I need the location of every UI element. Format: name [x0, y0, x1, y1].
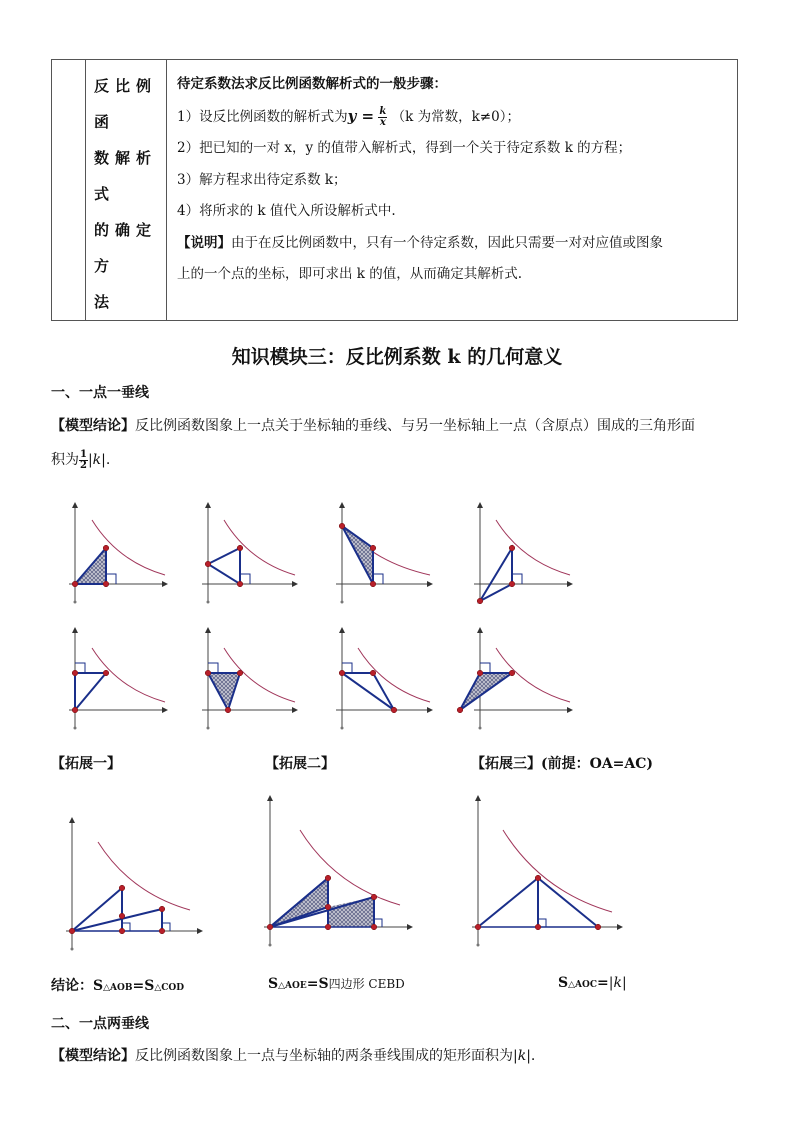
- module-title: 知识模块三：反比例系数 k 的几何意义: [231, 346, 563, 368]
- diagram-7-origin-mark: [341, 727, 344, 730]
- conclusion-3: S△AOC=|k|: [558, 975, 627, 991]
- side-title-line-2: 数解析式: [94, 149, 158, 203]
- extension-1-diagram-curve: [98, 842, 190, 910]
- extension-2-diagram-point-0: [267, 924, 273, 930]
- note: 【说明】由于在反比例函数中，只有一个待定系数，因此只需要一对对应值或图象: [177, 234, 663, 251]
- diagram-5-origin-mark: [74, 727, 77, 730]
- extension-2-diagram-point-3: [371, 894, 377, 900]
- diagram-1-origin-mark: [74, 601, 77, 604]
- extension-1-diagram-point-5: [119, 913, 125, 919]
- extension-3-diagram-point-0: [475, 924, 481, 930]
- steps-heading: 待定系数法求反比例函数解析式的一般步骤：: [177, 76, 447, 92]
- diagram-2-triangle: [208, 548, 240, 584]
- extension-3-diagram-oa: [478, 878, 538, 927]
- diagram-5-point-p: [103, 670, 109, 676]
- side-title-line-3: 的确定方: [94, 221, 158, 275]
- diagram-1-triangle: [75, 548, 106, 584]
- diagram-6-origin-mark: [207, 727, 210, 730]
- diagram-7-point-p: [370, 670, 376, 676]
- conclusion-1: 结论：S△AOB=S△COD: [51, 978, 185, 994]
- note-line-2: 上的一个点的坐标，即可求出 k 的值，从而确定其解析式.: [177, 266, 523, 282]
- diagram-1-point-o: [72, 581, 78, 587]
- extension-3-diagram-point-1: [535, 875, 541, 881]
- diagram-2-point-p: [237, 545, 243, 551]
- diagram-2-curve: [224, 520, 295, 575]
- section2-conclusion: 【模型结论】反比例函数图象上一点与坐标轴的两条垂线围成的矩形面积为|k|.: [51, 1048, 536, 1064]
- extension-1-diagram-point-3: [159, 906, 165, 912]
- diagram-5-curve: [92, 648, 165, 702]
- diagram-5-point-b: [72, 707, 78, 713]
- diagram-2-point-a: [205, 561, 211, 567]
- diagram-7-point-y: [339, 670, 345, 676]
- diagram-4-point-f: [509, 581, 515, 587]
- extension-1-diagram-point-1: [119, 885, 125, 891]
- diagram-3-point-a: [339, 523, 345, 529]
- extension-1-diagram-point-2: [119, 928, 125, 934]
- diagram-6-point-p: [237, 670, 243, 676]
- diagram-4-point-p: [509, 545, 515, 551]
- diagram-8-triangle: [460, 673, 512, 710]
- extension-2-diagram-point-4: [371, 924, 377, 930]
- extension-2-diagram-point-5: [325, 904, 331, 910]
- diagram-1-point-p: [103, 545, 109, 551]
- diagram-1-point-f: [103, 581, 109, 587]
- extension-1-diagram-origin-mark: [71, 948, 74, 951]
- diagram-3-origin-mark: [341, 601, 344, 604]
- section1-title: 一、一点一垂线: [51, 385, 149, 401]
- diagram-4-point-a: [477, 598, 483, 604]
- extension-1-label: 【拓展一】: [51, 756, 121, 772]
- extension-2-diagram-shaded-quad: [328, 897, 374, 927]
- diagram-8-point-b: [457, 707, 463, 713]
- extension-2-label: 【拓展二】: [265, 756, 335, 772]
- diagram-3-point-f: [370, 581, 376, 587]
- extension-3-diagram-origin-mark: [477, 944, 480, 947]
- diagram-3-point-p: [370, 545, 376, 551]
- section2-title: 二、一点两垂线: [51, 1016, 149, 1032]
- diagram-8-origin-mark: [479, 727, 482, 730]
- step-3: 3）解方程求出待定系数 k；: [177, 171, 347, 188]
- extension-2-diagram-point-2: [325, 924, 331, 930]
- extension-1-diagram-point-4: [159, 928, 165, 934]
- extension-2-diagram-point-1: [325, 875, 331, 881]
- conclusion-2: S△AOE=S四边形 CEBD: [268, 976, 405, 992]
- extension-3-diagram-point-2: [535, 924, 541, 930]
- extension-1-diagram-point-0: [69, 928, 75, 934]
- diagram-8-point-p: [509, 670, 515, 676]
- extension-3-diagram-ac: [538, 878, 598, 927]
- diagram-7-point-b: [391, 707, 397, 713]
- side-title-line-4: 法: [94, 293, 116, 311]
- diagram-6-triangle: [208, 673, 240, 710]
- section1-conclusion: 【模型结论】反比例函数图象上一点关于坐标轴的垂线、与另一坐标轴上一点（含原点）围成的三角形面: [51, 418, 695, 434]
- diagram-7-curve: [358, 648, 430, 702]
- diagram-5-triangle: [75, 673, 106, 710]
- extension-2-diagram-origin-mark: [269, 944, 272, 947]
- step-1: 1）设反比例函数的解析式为y = $\frac{k}{x}$ （k 为常数，k≠0）；: [177, 105, 520, 128]
- step-4: 4）将所求的 k 值代入所设解析式中.: [177, 203, 396, 219]
- diagram-3-triangle: [342, 526, 373, 584]
- diagram-7-triangle: [342, 673, 394, 710]
- diagram-8-point-y: [477, 670, 483, 676]
- section1-conclusion-line-2: 积为 $\frac{1}{2}$ |k|.: [51, 448, 111, 471]
- diagram-4-triangle: [480, 548, 512, 601]
- diagram-2-point-f: [237, 581, 243, 587]
- step-2: 2）把已知的一对 x，y 的值带入解析式，得到一个关于待定系数 k 的方程；: [177, 140, 632, 156]
- diagram-6-point-y: [205, 670, 211, 676]
- extension-3-label: 【拓展三】(前提：OA=AC): [471, 756, 654, 772]
- side-title-line-1: 反比例函: [94, 77, 158, 131]
- extension-3-diagram-curve: [503, 830, 612, 912]
- diagram-6-point-b: [225, 707, 231, 713]
- diagram-5-point-y: [72, 670, 78, 676]
- diagram-4-curve: [496, 520, 570, 575]
- extension-3-diagram-point-3: [595, 924, 601, 930]
- diagram-2-origin-mark: [207, 601, 210, 604]
